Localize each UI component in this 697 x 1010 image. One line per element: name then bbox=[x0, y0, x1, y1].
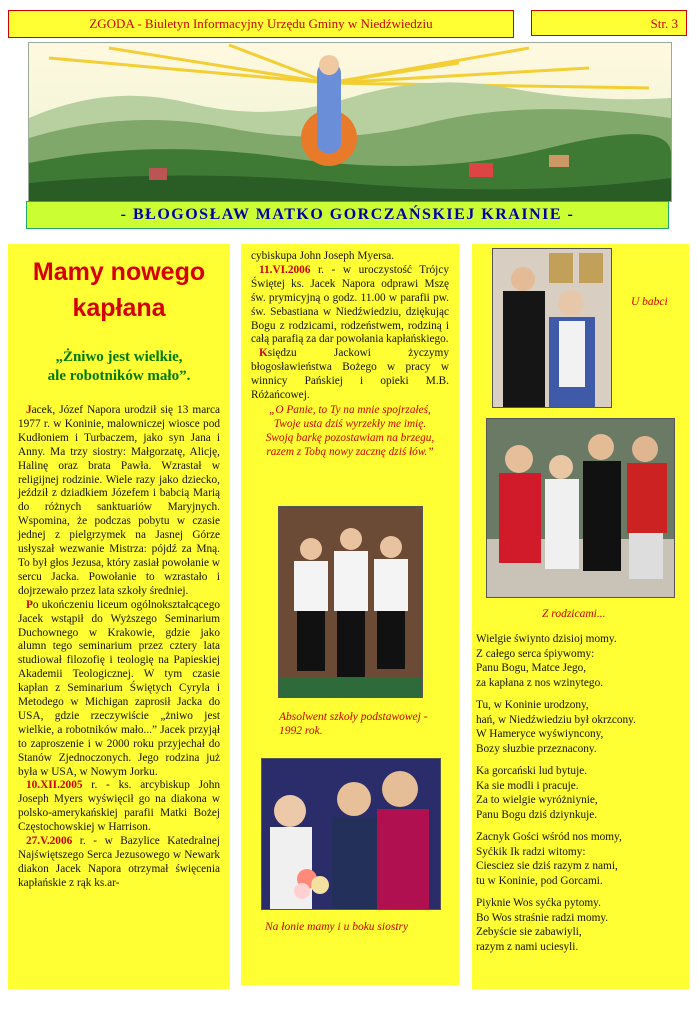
poem-line: Bozy słuzbie przeznacony. bbox=[476, 742, 597, 755]
paragraph-wishes bbox=[251, 347, 449, 403]
poem-line: Zacnyk Gości wśród nos momy, bbox=[476, 831, 622, 843]
date-highlight: 27.V.2006 bbox=[26, 835, 73, 848]
photo-parents bbox=[486, 418, 675, 598]
caption-parents: Z rodzicami... bbox=[542, 608, 606, 620]
prayer-line: „O Panie, to Ty na mnie spojrzałeś, bbox=[269, 403, 431, 416]
poem-stanza bbox=[476, 698, 689, 756]
photo-mother-sister bbox=[261, 758, 441, 910]
caption-grandmother: U babci bbox=[631, 296, 668, 308]
subtitle-line1: „Żniwo jest wielkie, bbox=[55, 349, 183, 365]
article-subtitle bbox=[14, 348, 224, 386]
paragraph-text: siędzu Jackowi życzymy błogosławieństwa Bożego w pracy w winnicy Pańskiej i opieki M.B. Różańcowej. bbox=[251, 347, 449, 402]
page-number: Str. 3 bbox=[531, 10, 687, 36]
poem-line: Ka sie modli i pracuje. bbox=[476, 779, 579, 792]
photo-school-graduates bbox=[278, 506, 423, 698]
poem-line: Piyknie Wos syćka pytomy. bbox=[476, 897, 601, 909]
paragraph-birth bbox=[18, 404, 220, 599]
drop-initial: J bbox=[26, 404, 32, 416]
paragraph-continuation: cybiskupa John Joseph Myersa. bbox=[251, 250, 395, 262]
poem-line: W Hameryce wyświyncony, bbox=[476, 728, 604, 740]
poem-line: razym z nami uciesyli. bbox=[476, 940, 579, 953]
caption-school: Absolwent szkoły podstawowej - 1992 rok. bbox=[279, 711, 428, 737]
poem-line: Bo Wos straśnie radzi momy. bbox=[476, 911, 609, 924]
poem-stanza bbox=[476, 764, 689, 822]
paragraph-first-mass bbox=[251, 264, 449, 347]
article-column-1 bbox=[8, 244, 230, 989]
banner-illustration bbox=[28, 42, 672, 202]
paragraph-ordination bbox=[18, 835, 220, 891]
drop-initial: P bbox=[26, 598, 33, 611]
photo-grandmother bbox=[492, 248, 612, 408]
article-title-line2: kapłana bbox=[72, 294, 166, 322]
poem-line: hań, w Niedźwiedziu był okrzcony. bbox=[476, 713, 636, 726]
paragraph-text: r. - ks. arcybiskup John Joseph Myers wyświęcił go na diakona w polsko-amerykańskiej parafii Matki Bożej Częstochowskiej w Harrison. bbox=[18, 779, 220, 834]
paragraph-text: acek, Józef Napora urodził się 13 marca 1977 r. w Koninie, malowniczej wiosce pod Kudłoniem i Turbaczem, jako syn Jana i Anny. Ma trzy siostry: Małgorzatę, Alicję, Halinę oraz brata Pawła. Wzrastał w religijnej rodzinie. Wiele razy jako dziecko, jeździł z dziadkiem Józefem i babcią Marią do różnych sanktuariów Maryjnych. Wspomina, że podczas pobytu w czasie jednej z pielgrzymek na Jasnej Górze usłyszał wezwanie Mistrza: pójdź za Mną. To był głos Jezusa, który zasiał powołanie w sercu Jacka. Powołanie to wzrastało i dojrzewało przez lata szkoły średniej. bbox=[18, 404, 220, 597]
poem-stanza bbox=[476, 632, 689, 690]
parents-photo-illustration bbox=[487, 419, 674, 597]
mountain-landscape-illustration bbox=[29, 43, 671, 201]
date-highlight: 10.XII.2005 bbox=[26, 779, 83, 792]
poem-line: za kapłana z nos wzinytego. bbox=[476, 676, 604, 689]
article-body-continued bbox=[251, 250, 449, 403]
paragraph-diaconate bbox=[18, 779, 220, 835]
subtitle-line2: ale robotników mało”. bbox=[47, 368, 191, 384]
poem-line: Z całego serca śpiywomy: bbox=[476, 647, 595, 660]
poem-line: Za to wielgie wyróżniynie, bbox=[476, 794, 598, 806]
motto-banner: - BŁOGOSŁAW MATKO GORCZAŃSKIEJ KRAINIE - bbox=[26, 201, 669, 229]
poem-line: Tu, w Koninie urodzony, bbox=[476, 699, 589, 711]
mother-sister-photo-illustration bbox=[262, 759, 440, 909]
prayer-line: Swoją barkę pozostawiam na brzegu, bbox=[265, 431, 435, 444]
paragraph-seminary bbox=[18, 599, 220, 780]
poem-line: Wielgie świynto dzisioj momy. bbox=[476, 633, 617, 645]
poem-line: Panu Bogu, Matce Jego, bbox=[476, 662, 587, 674]
header-title: ZGODA - Biuletyn Informacyjny Urzędu Gminy w Niedźwiedziu bbox=[8, 10, 514, 38]
date-highlight: 11.VI.2006 bbox=[259, 263, 311, 276]
poem-line: Panu Bogu dziś dziynkuje. bbox=[476, 808, 598, 821]
dialect-poem bbox=[472, 632, 689, 962]
poem-line: Zebyście sie zabawiyli, bbox=[476, 926, 582, 938]
article-title bbox=[8, 254, 230, 326]
poem-line: Syćkik Ik radzi witomy: bbox=[476, 845, 586, 858]
poem-line: Ciesciez sie dziś razym z nami, bbox=[476, 860, 618, 872]
prayer-verse bbox=[249, 403, 451, 459]
article-body bbox=[18, 404, 220, 891]
school-graduates-photo-illustration bbox=[279, 507, 422, 697]
paragraph-text: r. - w uroczystość Trójcy Świętej ks. Jacek Napora odprawi Mszę św. prymicyjną o godz. 11.00 w parafii pw. św. Sebastiana w Niedźwiedziu, dziękując Bogu z rodzicami, rodzeństwem, rodziną i całą parafią za dar powołania kapłańskiego. bbox=[251, 263, 449, 346]
poem-line: Ka gorcański lud bytuje. bbox=[476, 765, 588, 777]
prayer-line: Twoje usta dziś wyrzekły me imię. bbox=[273, 417, 427, 430]
paragraph-text: o ukończeniu liceum ogólnokształcącego Jacek wstąpił do Wyższego Seminarium Duchownego w Krakowie, gdzie jako alumn tego seminarium przez cztery lata studiował filozofię i teologię na Papieskiej Akademii Teologicznej. W tym czasie kapłan z Seminarium Świętych Cyryla i Metodego w Michigan zaprosił Jacka do USA, gdzie rzeczywiście „żniwo jest wielkie, a robotników mało...” Jacek przyjął to zaproszenie i w 2000 roku przyjechał do Stanów Zjednoczonych. Jego rodzina już była w USA, w Nowym Jorku. bbox=[18, 598, 220, 778]
poem-stanza bbox=[476, 896, 689, 954]
drop-initial: K bbox=[259, 347, 268, 360]
poem-line: tu w Koninie, pod Gorcami. bbox=[476, 874, 603, 887]
article-column-3 bbox=[472, 244, 689, 989]
paragraph-text: r. - w Bazylice Katedralnej Najświętszego Serca Jezusowego w Newark diakon Jacek Napora otrzymał święcenia kapłańskie z rąk ks.ar- bbox=[18, 835, 220, 889]
article-title-line1: Mamy nowego bbox=[32, 258, 206, 286]
prayer-line: razem z Tobą nowy zacznę dziś łów.” bbox=[266, 445, 434, 458]
poem-stanza bbox=[476, 830, 689, 888]
caption-mother-sister: Na łonie mamy i u boku siostry bbox=[265, 921, 409, 933]
article-column-2 bbox=[241, 244, 459, 985]
grandmother-photo-illustration bbox=[493, 249, 611, 407]
